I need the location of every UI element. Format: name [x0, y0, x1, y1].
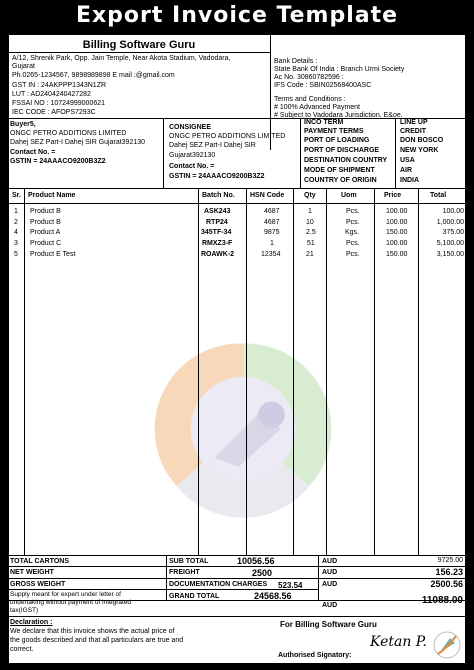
shipping-value: AIR: [400, 167, 413, 174]
buyer-address: Dahej SEZ Part-I Dahej SIR Gujarat392130: [10, 139, 146, 146]
supply-note-line1: Supply meant for expert under letter of: [10, 591, 121, 598]
shipping-value: INDIA: [400, 177, 420, 184]
row-sr: 3: [14, 240, 18, 247]
for-company: For Billing Software Guru: [280, 620, 377, 629]
row-price: 100.00: [386, 208, 408, 215]
row-total: 5,100.00: [436, 240, 464, 247]
row-hsn: 9875: [264, 229, 280, 236]
row-qty: 21: [306, 251, 314, 258]
col-header-sr: Sr.: [12, 192, 21, 199]
row-total: 3,150.00: [436, 251, 464, 258]
aud-amount: 11088.00: [421, 595, 463, 606]
net-weight-label: NET WEIGHT: [10, 569, 54, 576]
row-hsn: 1: [270, 240, 274, 247]
stamp-logo-icon: [432, 628, 462, 662]
shipping-key: PORT OF LOADING: [304, 137, 370, 144]
bank-account: Ac No. 30860782596 :: [274, 74, 344, 81]
shipping-key: PAYMENT TERMS: [304, 128, 364, 135]
term-line2: # Subject to Vadodara Jurisdiction. E&oe.: [274, 112, 403, 119]
bank-ifs: IFS Code : SBIN02568400ASC: [274, 82, 372, 89]
currency-label: AUD: [322, 558, 338, 565]
col-header-qty: Qty: [304, 192, 316, 199]
currency-label: AUD: [322, 569, 338, 576]
watermark-logo-icon: [148, 334, 338, 524]
company-lut: LUT : AD2404240427282: [12, 91, 91, 98]
term-line1: # 100% Advanced Payment: [274, 104, 361, 111]
company-fssai: FSSAI NO : 10724999000621: [12, 100, 106, 107]
signature: Ketan P.: [370, 634, 427, 650]
row-sr: 5: [14, 251, 18, 258]
company-phone: Ph.0265-1234567, 9898989898 E mail :@gmail.com: [12, 72, 175, 79]
row-uom: Pcs.: [346, 251, 360, 258]
shipping-key: INCO TERM: [304, 119, 344, 126]
row-uom: Pcs.: [346, 208, 360, 215]
row-qty: 10: [306, 219, 314, 226]
documentation-charges-value: 523.54: [278, 581, 303, 590]
consignee-label: CONSIGNEE: [169, 124, 212, 131]
buyer-contact: Contact No. =: [10, 149, 56, 156]
shipping-value: LINE UP: [400, 119, 428, 126]
row-qty: 51: [307, 240, 315, 247]
row-price: 150.00: [386, 251, 408, 258]
col-header-batch: Batch No.: [202, 192, 235, 199]
row-uom: Kgs.: [345, 229, 360, 236]
row-uom: Pcs.: [346, 240, 360, 247]
col-header-uom: Uom: [341, 192, 357, 199]
row-total: 100.00: [442, 208, 464, 215]
row-qty: 1: [308, 208, 312, 215]
buyer-label: Buyer5,: [10, 121, 36, 128]
sub-total-label: SUB TOTAL: [169, 558, 209, 565]
row-sr: 4: [14, 229, 18, 236]
row-batch: ROAWK-2: [201, 251, 235, 258]
aud-amount: 9725.00: [437, 557, 463, 564]
currency-label: AUD: [322, 581, 338, 588]
row-sr: 2: [14, 219, 18, 226]
freight-value: 2500: [252, 568, 273, 578]
consignee-address-line1: Dahej SEZ Part-I Dahej SIR: [169, 142, 256, 149]
shipping-value: CREDIT: [400, 128, 427, 135]
gross-weight-label: GROSS WEIGHT: [10, 581, 66, 588]
shipping-key: COUNTRY OF ORIGIN: [304, 177, 377, 184]
company-gst: GST IN : 24AKPPP1343N1ZR: [12, 82, 107, 89]
company-iec: IEC CODE : AFOPS7293C: [12, 109, 96, 116]
row-product: Product C: [30, 240, 62, 247]
declaration-line3: correct.: [10, 646, 34, 653]
consignee-address-line2: Gujarat392130: [169, 152, 216, 159]
row-product: Product E Test: [30, 251, 76, 258]
grand-total-label: GRAND TOTAL: [169, 593, 220, 600]
total-cartons-label: TOTAL CARTONS: [10, 558, 69, 565]
declaration-line1: We declare that this invoice shows the actual price of: [10, 628, 175, 635]
row-batch: RMXZ3-F: [202, 240, 233, 247]
bank-heading: Bank Details :: [274, 58, 318, 65]
row-batch: ASK243: [204, 208, 231, 215]
terms-heading: Terms and Conditions :: [274, 96, 346, 103]
consignee-contact: Contact No. =: [169, 163, 215, 170]
sub-total-value: 10056.56: [237, 556, 275, 566]
row-product: Product B: [30, 219, 61, 226]
invoice-sheet: [8, 34, 466, 664]
col-header-product: Product Name: [28, 192, 76, 199]
bank-name: State Bank Of India : Branch Urmi Society: [274, 66, 405, 73]
shipping-key: DESTINATION COUNTRY: [304, 157, 388, 164]
aud-amount: 156.23: [435, 567, 463, 577]
company-address-line2: Gujarat: [12, 63, 35, 70]
row-hsn: 12354: [261, 251, 281, 258]
buyer-name: ONGC PETRO ADDITIONS LIMITED: [10, 130, 127, 137]
shipping-value: USA: [400, 157, 415, 164]
shipping-key: MODE OF SHIPMENT: [304, 167, 375, 174]
authorised-signatory: Authorised Signatory:: [278, 652, 352, 659]
supply-note-line3: tax(IGST): [10, 607, 39, 614]
aud-amount: 2500.56: [430, 579, 463, 589]
company-name: Billing Software Guru: [82, 39, 196, 51]
row-batch: 345TF-34: [201, 229, 232, 236]
company-address-line1: A/12, Shrenik Park, Opp. Jain Temple, Near Akota Stadium, Vadodara,: [12, 55, 231, 62]
row-price: 100.00: [386, 219, 408, 226]
row-hsn: 4687: [264, 219, 280, 226]
row-price: 150.00: [386, 229, 408, 236]
buyer-gstin: GSTIN = 24AAACO9200B3Z2: [10, 158, 106, 165]
row-hsn: 4687: [264, 208, 280, 215]
row-total: 1,000.00: [436, 219, 464, 226]
declaration-heading: Declaration :: [10, 619, 53, 626]
shipping-value: NEW YORK: [400, 147, 439, 154]
col-header-hsn: HSN Code: [250, 192, 285, 199]
consignee-name: ONGC PETRO ADDITIONS LIMITED: [169, 133, 286, 140]
row-sr: 1: [14, 208, 18, 215]
consignee-gstin: GSTIN = 24AAACO9200B3Z2: [169, 173, 265, 180]
grand-total-value: 24568.56: [254, 591, 292, 601]
row-total: 375.00: [442, 229, 464, 236]
shipping-key: PORT OF DISCHARGE: [304, 147, 380, 154]
row-batch: RTP24: [206, 219, 228, 226]
row-uom: Pcs.: [346, 219, 360, 226]
col-header-price: Price: [384, 192, 402, 199]
documentation-charges-label: DOCUMENTATION CHARGES: [169, 581, 268, 588]
shipping-value: DON BOSCO: [400, 137, 444, 144]
supply-note-line2: undertaking without payment of integrated: [10, 599, 132, 606]
freight-label: FREIGHT: [169, 569, 200, 576]
row-product: Product B: [30, 208, 61, 215]
page-banner: Export Invoice Template: [75, 3, 399, 28]
row-qty: 2.5: [306, 229, 316, 236]
col-header-total: Total: [430, 192, 447, 199]
declaration-line2: the goods described and that all particulars are true and: [10, 637, 184, 644]
row-product: Product A: [30, 229, 61, 236]
row-price: 100.00: [386, 240, 408, 247]
currency-label: AUD: [322, 602, 338, 609]
